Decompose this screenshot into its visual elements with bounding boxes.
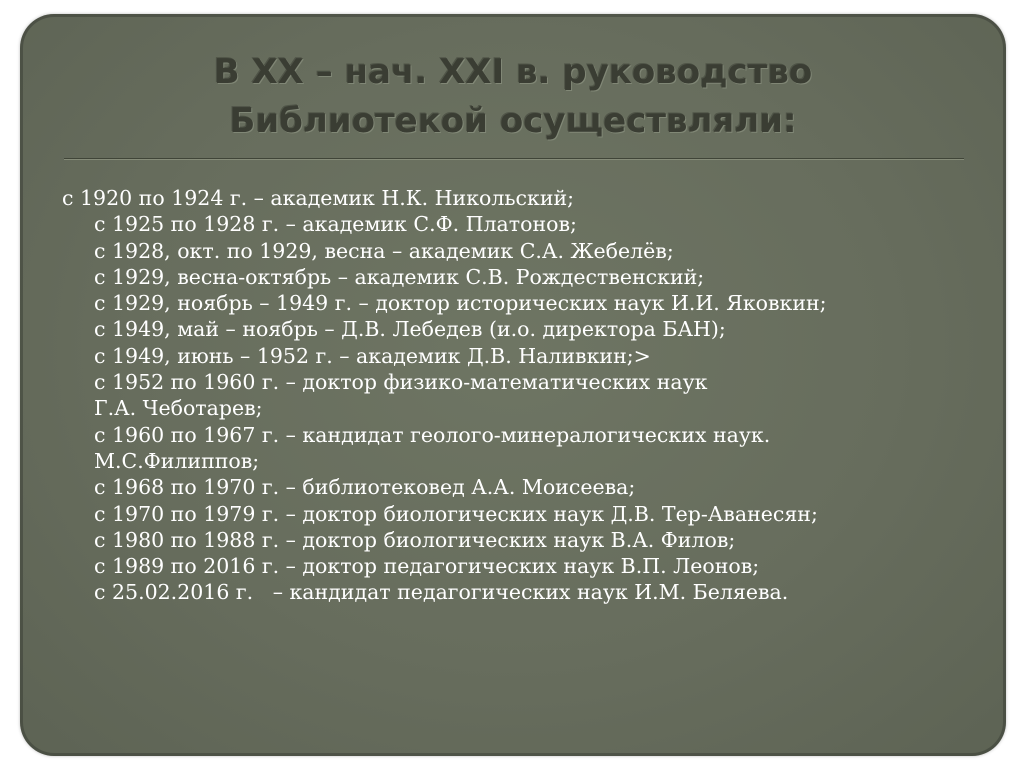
directors-list-item: с 1928, окт. по 1929, весна – академик С.А. Жебелёв; [94, 238, 674, 263]
directors-list [62, 185, 982, 606]
directors-list-item: с 1949, июнь – 1952 г. – академик Д.В. Наливкин;> [94, 343, 651, 368]
directors-list-item: с 1925 по 1928 г. – академик С.Ф. Платонов; [94, 212, 577, 237]
directors-list-item: с 1949, май – ноябрь – Д.В. Лебедев (и.о. директора БАН); [94, 317, 726, 342]
directors-list-item: с 1970 по 1979 г. – доктор биологических наук Д.В. Тер-Аванесян; [94, 501, 818, 526]
slide-title [60, 48, 966, 146]
directors-list-item: с 1952 по 1960 г. – доктор физико-математических наук [94, 370, 708, 395]
directors-list-item: с 25.02.2016 г. – кандидат педагогических наук И.М. Беляева. [94, 580, 789, 605]
title-divider [64, 158, 964, 160]
directors-list-item: с 1960 по 1967 г. – кандидат геолого-минералогических наук. [94, 422, 771, 447]
title-line-1: В XX – нач. XXI в. руководство [213, 52, 813, 92]
directors-list-item: с 1968 по 1970 г. – библиотековед А.А. Моисеева; [94, 475, 636, 500]
directors-list-item: с 1929, ноябрь – 1949 г. – доктор исторических наук И.И. Яковкин; [94, 291, 827, 316]
title-line-2: Библиотекой осуществляли: [229, 101, 797, 141]
directors-list-item: с 1920 по 1924 г. – академик Н.К. Никольский; [62, 186, 575, 210]
directors-list-item: с 1929, весна-октябрь – академик С.В. Рождественский; [94, 264, 705, 289]
directors-list-item: с 1989 по 2016 г. – доктор педагогических наук В.П. Леонов; [94, 554, 760, 579]
directors-list-item: Г.А. Чеботарев; [94, 396, 263, 421]
directors-list-item: с 1980 по 1988 г. – доктор биологических наук В.А. Филов; [94, 527, 736, 552]
directors-list-item: М.С.Филиппов; [94, 448, 260, 473]
